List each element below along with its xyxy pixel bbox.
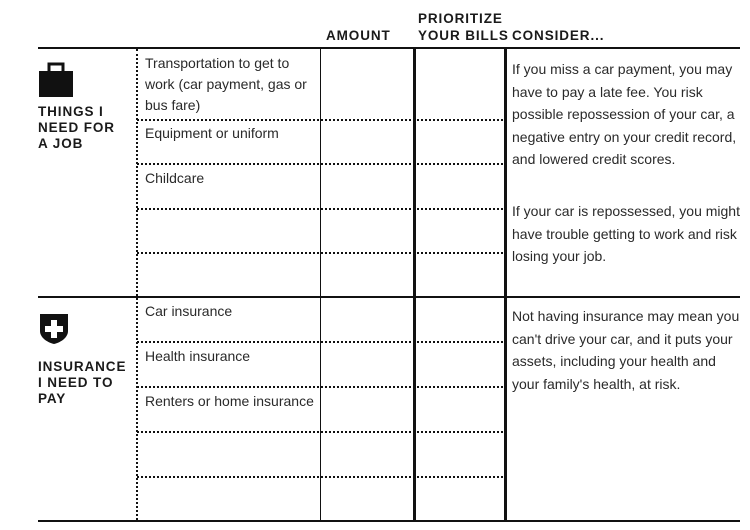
row-separator [137, 386, 507, 388]
row-separator [137, 431, 507, 433]
category-label-insurance [38, 359, 134, 407]
row-separator [137, 208, 507, 210]
item-childcare: Childcare [145, 170, 205, 186]
row-separator [137, 252, 507, 254]
category-label-job [38, 104, 134, 152]
item-car-insurance: Car insurance [145, 303, 233, 319]
row-separator [137, 476, 507, 478]
column-header-consider: CONSIDER... [512, 28, 605, 43]
header-rule [38, 47, 740, 49]
column-header-prioritize [418, 10, 509, 44]
item-renters-home-insurance: Renters or home insurance [145, 393, 314, 409]
category-label-line: INSURANCE [38, 359, 127, 374]
section-divider [38, 296, 740, 298]
consider-note-insurance: Not having insurance may mean you can't drive your car, and it puts your assets, including your health and your family's health, at risk. [512, 308, 740, 392]
item-health-insurance: Health insurance [145, 348, 251, 364]
item-equipment: Equipment or uniform [145, 125, 279, 141]
medical-shield-icon [38, 311, 70, 345]
table-bottom-rule [38, 520, 740, 522]
column-header-prioritize-line1: PRIORITIZE [418, 11, 503, 26]
column-header-prioritize-line2: YOUR BILLS [418, 28, 509, 43]
row-separator [137, 163, 507, 165]
consider-note-repossession: If your car is repossessed, you might have trouble getting to work and risk losing your job. [512, 203, 740, 264]
row-separator [137, 341, 507, 343]
row-separator [137, 119, 507, 121]
category-label-line: A JOB [38, 136, 84, 151]
category-label-line: NEED FOR [38, 120, 115, 135]
category-label-line: THINGS I [38, 104, 104, 119]
category-label-line: PAY [38, 391, 67, 406]
column-header-amount: AMOUNT [326, 28, 391, 43]
category-label-line: I NEED TO [38, 375, 114, 390]
briefcase-icon [38, 62, 74, 98]
consider-note-car-payment: If you miss a car payment, you may have to pay a late fee. You risk possible repossession of your car, a negative entry on your credit record, and lowered credit scores. [512, 61, 737, 167]
item-transportation: Transportation to get to work (car payment, gas or bus fare) [145, 55, 307, 113]
